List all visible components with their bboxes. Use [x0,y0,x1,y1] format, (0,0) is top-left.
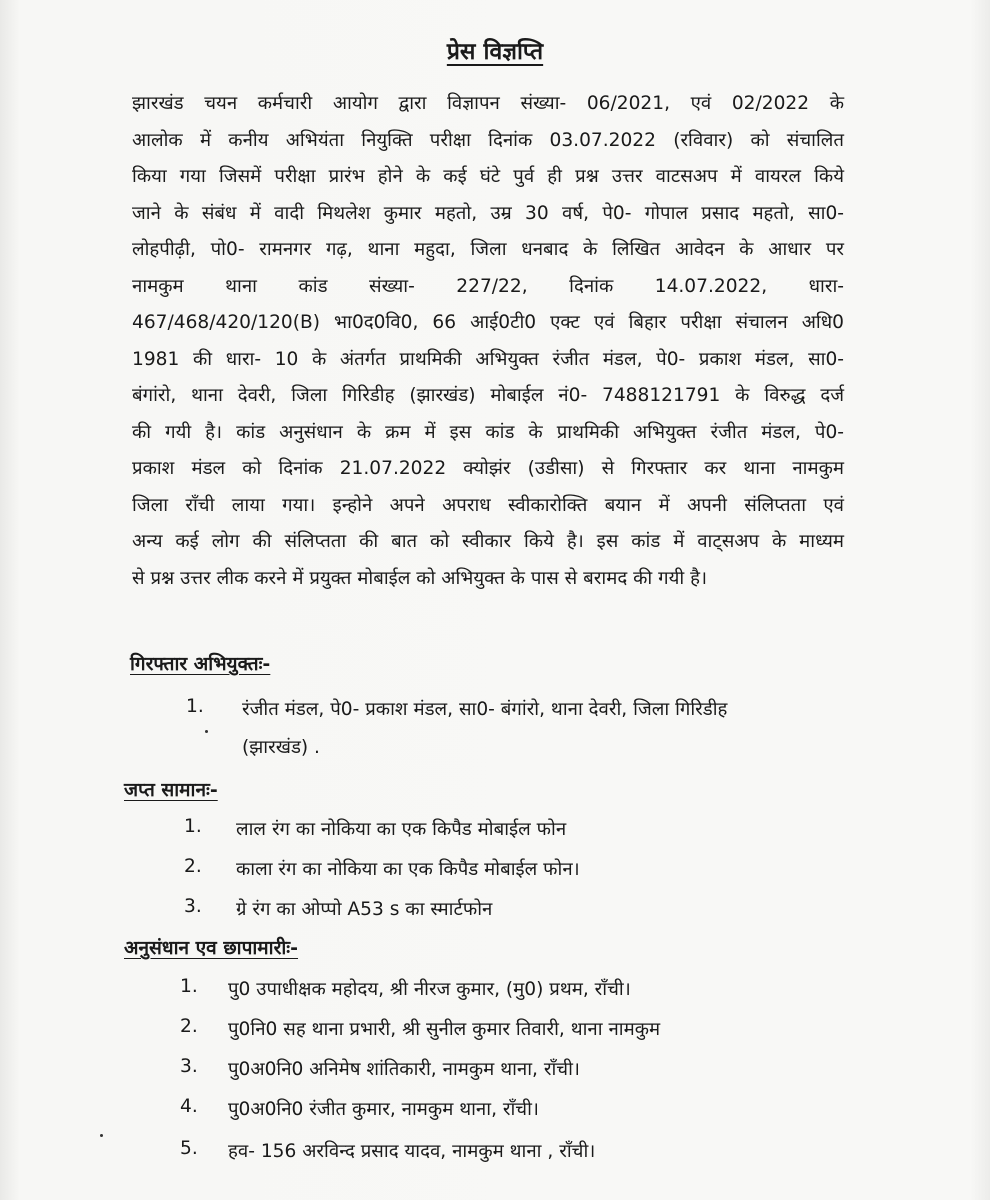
paragraph-line: 467/468/420/120(B) भा0द0वि0, 66 आई0टी0 एक्ट एवं बिहार परीक्षा संचालन अधि0 [132,312,844,333]
title-text: प्रेस विज्ञप्ति [446,39,544,65]
paragraph-line: अन्य कई लोग की संलिप्तता की बात को स्वीकार किये है। इस कांड में वाट्सअप के माध्यम [132,531,844,552]
paragraph-line: जाने के संबंध में वादी मिथलेश कुमार महतो, उम्र 30 वर्ष, पे0- गोपाल प्रसाद महतो, सा0- [132,202,844,224]
paragraph-line: आलोक में कनीय अभियंता नियुक्ति परीक्षा दिनांक 03.07.2022 (रविवार) को संचालित [132,129,844,151]
paragraph-line: नामकुम थाना कांड संख्या- 227/22, दिनांक 14.07.2022, धारा- [132,275,844,297]
team-item-number: 2. [180,1016,198,1037]
paragraph-line: किया गया जिसमें परीक्षा प्रारंभ होने के कई घंटे पुर्व ही प्रश्न उत्तर वाटसअप में वायरल किये [132,166,844,187]
seized-item-number: 3. [184,896,202,917]
seized-item-text: ग्रे रंग का ओप्पो A53 s का स्मार्टफोन [236,899,493,920]
scan-speck [100,1134,103,1137]
paragraph-line: प्रकाश मंडल को दिनांक 21.07.2022 क्योझंर (उडीसा) से गिरफ्तार कर थाना नामकुम [132,458,844,479]
team-item-text: पु0अ0नि0 अनिमेष शांतिकारी, नामकुम थाना, राँची। [228,1059,580,1080]
team-item-number: 5. [180,1138,198,1159]
paragraph-line: की गयी है। कांड अनुसंधान के क्रम में इस कांड के प्राथमिकी अभियुक्त रंजीत मंडल, पे0- [132,421,844,443]
press-release-paragraph [132,86,844,597]
paragraph-line: झारखंड चयन कर्मचारी आयोग द्वारा विज्ञापन संख्या- 06/2021, एवं 02/2022 के [132,93,844,114]
page-title [0,34,990,66]
seized-item-text: काला रंग का नोकिया का एक किपैड मोबाईल फोन। [236,859,580,880]
team-item-number: 4. [180,1096,198,1117]
arrested-item-line1: रंजीत मंडल, पे0- प्रकाश मंडल, सा0- बंगांरो, थाना देवरी, जिला गिरिडीह [242,699,728,720]
team-item-text: पु0नि0 सह थाना प्रभारी, श्री सुनील कुमार तिवारी, थाना नामकुम [228,1019,661,1040]
seized-item-text: लाल रंग का नोकिया का एक किपैड मोबाईल फोन [236,819,567,840]
arrested-heading: गिरफ्तार अभियुक्तः- [130,653,271,675]
scan-speck [205,730,208,733]
paragraph-line: लोहपीढ़ी, पो0- रामनगर गढ़, थाना महुदा, जिला धनबाद के लिखित आवेदन के आधार पर [132,239,844,260]
arrested-item-number: 1. [186,696,204,717]
team-item-number: 3. [180,1056,198,1077]
seized-item-number: 1. [184,816,202,837]
paragraph-line: से प्रश्न उत्तर लीक करने में प्रयुक्त मोबाईल को अभियुक्त के पास से बरामद की गयी है। [132,567,708,589]
seized-heading: जप्त सामानः- [124,779,218,801]
arrested-item-line2: (झारखंड) . [242,737,320,758]
team-item-number: 1. [180,976,198,997]
paragraph-line: 1981 की धारा- 10 के अंतर्गत प्राथमिकी अभियुक्त रंजीत मंडल, पे0- प्रकाश मंडल, सा0- [132,348,844,370]
team-item-text: पु0अ0नि0 रंजीत कुमार, नामकुम थाना, राँची। [228,1099,539,1120]
team-heading: अनुसंधान एव छापामारीः- [124,937,299,959]
seized-item-number: 2. [184,856,202,877]
paragraph-line: बंगांरो, थाना देवरी, जिला गिरिडीह (झारखंड) मोबाईल नं0- 7488121791 के विरुद्ध दर्ज [132,385,844,406]
team-item-text: हव- 156 अरविन्द प्रसाद यादव, नामकुम थाना , राँची। [228,1141,596,1162]
paragraph-line: जिला राँची लाया गया। इन्होने अपने अपराध स्वीकारोक्ति बयान में अपनी संलिप्तता एवं [132,494,844,516]
team-item-text: पु0 उपाधीक्षक महोदय, श्री नीरज कुमार, (मु0) प्रथम, राँची। [228,979,631,1000]
